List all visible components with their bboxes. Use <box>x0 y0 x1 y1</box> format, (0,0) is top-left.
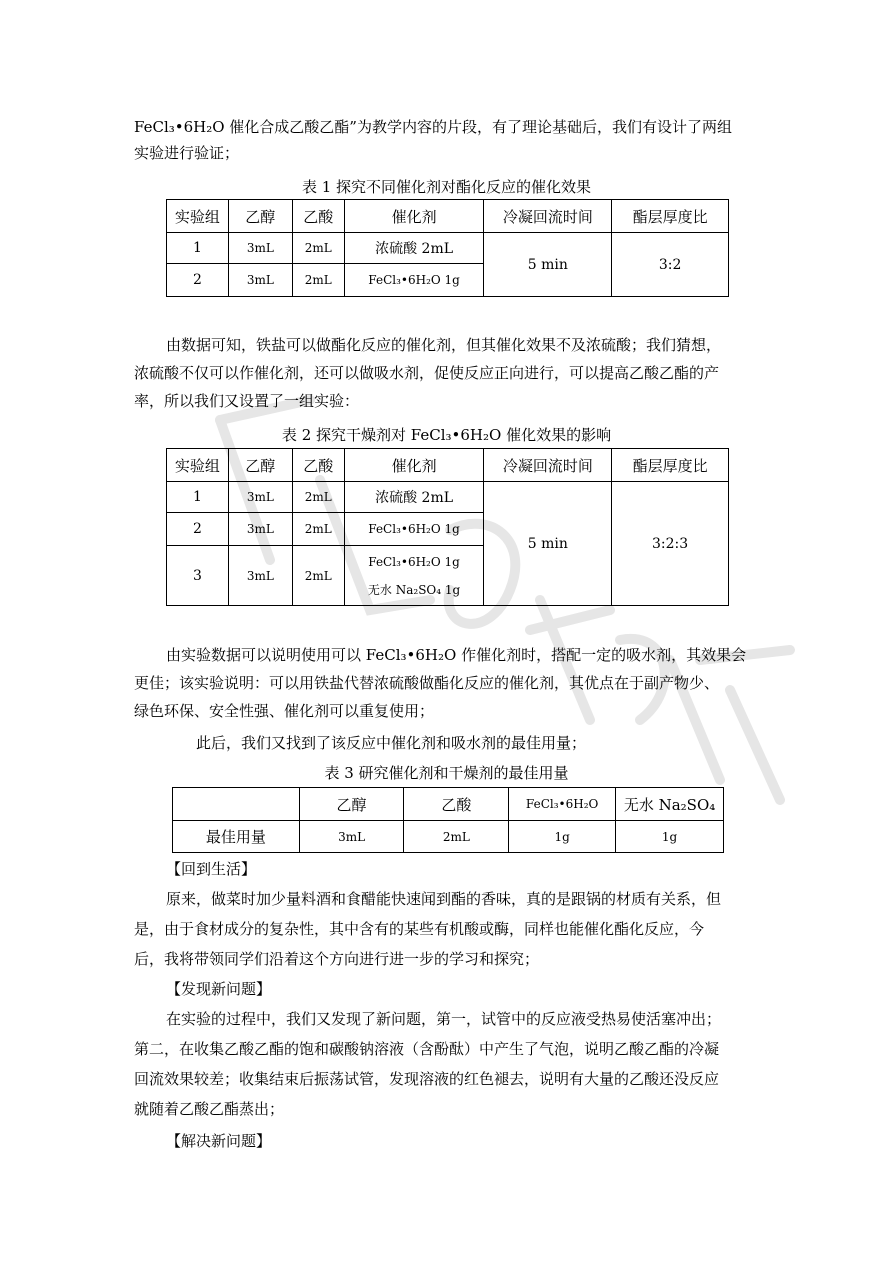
life-line-3: 后，我将带领同学们沿着这个方向进行进一步的学习和探究； <box>134 950 540 968</box>
cell-catalyst: 浓硫酸 2mL <box>344 482 484 513</box>
cell-time: 5 min <box>484 233 612 297</box>
cell-ethanol: 3mL <box>228 233 292 264</box>
new-line-3: 回流效果较差；收集结束后振荡试管，发现溶液的红色褪去，说明有大量的乙酸还没反应 <box>134 1070 720 1088</box>
header-cell: 乙酸 <box>292 200 344 233</box>
cell-catalyst <box>344 546 484 606</box>
header-cell: 实验组 <box>167 200 229 233</box>
catalyst-line-1: FeCl₃•6H₂O 1g <box>368 554 460 569</box>
table3-caption: 表 3 研究催化剂和干燥剂的最佳用量 <box>324 764 569 782</box>
cell-ethanol: 3mL <box>228 546 292 606</box>
header-cell: 实验组 <box>167 449 229 482</box>
cell-group: 3 <box>167 546 229 606</box>
cell-ratio: 3:2:3 <box>612 482 729 606</box>
cell-acid: 2mL <box>292 482 344 513</box>
header-cell: 乙醇 <box>228 449 292 482</box>
cell-value: 2mL <box>404 821 509 853</box>
header-cell: 酯层厚度比 <box>612 200 729 233</box>
table2-caption: 表 2 探究干燥剂对 FeCl₃•6H₂O 催化效果的影响 <box>281 426 612 444</box>
cell-acid: 2mL <box>292 513 344 546</box>
header-cell: 催化剂 <box>344 449 484 482</box>
section-heading-life: 【回到生活】 <box>166 860 257 878</box>
header-cell: 乙酸 <box>404 788 509 821</box>
new-line-4: 就随着乙酸乙酯蒸出； <box>134 1100 285 1118</box>
header-cell: 冷凝回流时间 <box>484 200 612 233</box>
cell-group: 1 <box>167 233 229 264</box>
new-line-1: 在实验的过程中，我们又发现了新问题，第一，试管中的反应液受热易使活塞冲出； <box>166 1010 722 1028</box>
section-heading-solve: 【解决新问题】 <box>166 1132 272 1150</box>
header-cell: 无水 Na₂SO₄ <box>616 788 724 821</box>
table-1 <box>166 199 729 297</box>
para3-line-3: 绿色环保、安全性强、催化剂可以重复使用； <box>134 702 435 720</box>
cell-catalyst: FeCl₃•6H₂O 1g <box>344 513 484 546</box>
cell-acid: 2mL <box>292 264 344 297</box>
para3-line-4: 此后，我们又找到了该反应中催化剂和吸水剂的最佳用量； <box>196 734 587 752</box>
row-label: 最佳用量 <box>173 821 300 853</box>
cell-ethanol: 3mL <box>228 513 292 546</box>
life-line-2: 是，由于食材成分的复杂性，其中含有的某些有机酸或酶，同样也能催化酯化反应，今 <box>134 920 705 938</box>
table-row <box>167 233 729 264</box>
intro-line-2: 实验进行验证； <box>134 144 240 162</box>
header-cell: 乙醇 <box>299 788 404 821</box>
header-cell <box>173 788 300 821</box>
para2-line-1: 由数据可知，铁盐可以做酯化反应的催化剂，但其催化效果不及浓硫酸；我们猜想， <box>166 336 722 354</box>
catalyst-line-2: 无水 Na₂SO₄ 1g <box>367 582 461 597</box>
table-3 <box>172 787 724 853</box>
cell-value: 3mL <box>299 821 404 853</box>
table-row <box>173 821 724 853</box>
cell-time: 5 min <box>484 482 612 606</box>
cell-group: 1 <box>167 482 229 513</box>
cell-acid: 2mL <box>292 546 344 606</box>
intro-line-1: FeCl₃•6H₂O 催化合成乙酸乙酯”为教学内容的片段，有了理论基础后，我们有设计了两组 <box>134 118 732 136</box>
cell-acid: 2mL <box>292 233 344 264</box>
table1-caption: 表 1 探究不同催化剂对酯化反应的催化效果 <box>301 178 592 196</box>
cell-catalyst: FeCl₃•6H₂O 1g <box>344 264 484 297</box>
para3-line-2: 更佳；该实验说明：可以用铁盐代替浓硫酸做酯化反应的催化剂，其优点在于副产物少、 <box>134 674 720 692</box>
para3-line-1: 由实验数据可以说明使用可以 FeCl₃•6H₂O 作催化剂时，搭配一定的吸水剂，其效果会 <box>166 646 747 664</box>
header-cell: 乙酸 <box>292 449 344 482</box>
cell-ethanol: 3mL <box>228 482 292 513</box>
cell-ethanol: 3mL <box>228 264 292 297</box>
header-cell: 冷凝回流时间 <box>484 449 612 482</box>
table-2 <box>166 448 729 606</box>
header-cell: FeCl₃•6H₂O <box>509 788 616 821</box>
cell-value: 1g <box>616 821 724 853</box>
header-cell: 酯层厚度比 <box>612 449 729 482</box>
header-cell: 乙醇 <box>228 200 292 233</box>
table-row <box>167 482 729 513</box>
header-cell: 催化剂 <box>344 200 484 233</box>
section-heading-new: 【发现新问题】 <box>166 980 272 998</box>
life-line-1: 原来，做菜时加少量料酒和食醋能快速闻到酯的香味，真的是跟锅的材质有关系，但 <box>166 890 722 908</box>
cell-group: 2 <box>167 513 229 546</box>
cell-group: 2 <box>167 264 229 297</box>
cell-ratio: 3:2 <box>612 233 729 297</box>
para2-line-3: 率，所以我们又设置了一组实验： <box>134 392 360 410</box>
new-line-2: 第二，在收集乙酸乙酯的饱和碳酸钠溶液（含酚酞）中产生了气泡，说明乙酸乙酯的冷凝 <box>134 1040 720 1058</box>
cell-value: 1g <box>509 821 616 853</box>
cell-catalyst: 浓硫酸 2mL <box>344 233 484 264</box>
para2-line-2: 浓硫酸不仅可以作催化剂，还可以做吸水剂，促使反应正向进行，可以提高乙酸乙酯的产 <box>134 364 720 382</box>
